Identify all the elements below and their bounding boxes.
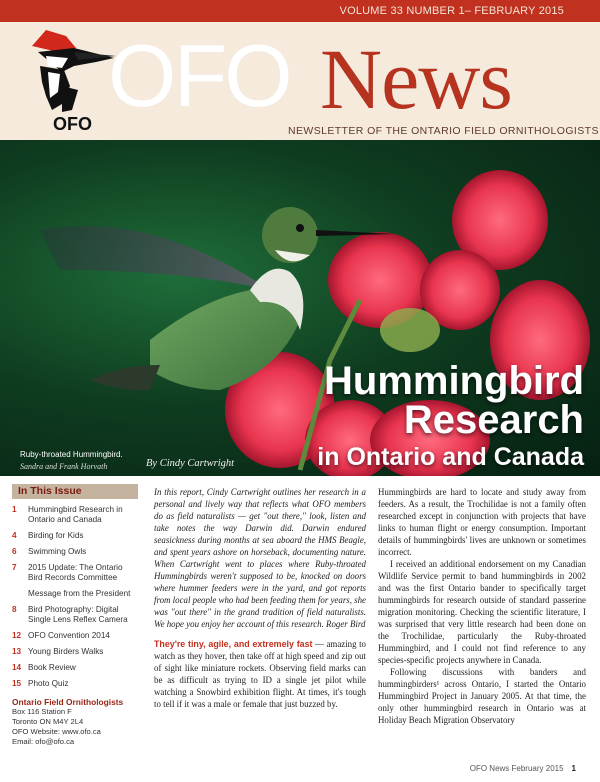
- toc-label: OFO Convention 2014: [28, 631, 110, 640]
- toc-label: Photo Quiz: [28, 679, 69, 688]
- article-column-1: [154, 486, 366, 710]
- toc-item[interactable]: [12, 631, 138, 641]
- toc-label: Bird Photography: Digital Single Lens Reflex Camera: [28, 605, 128, 624]
- toc-label: 2015 Update: The Ontario Bird Records Committee: [28, 563, 123, 582]
- title-line-1: Hummingbird: [324, 359, 584, 403]
- toc-item[interactable]: [12, 563, 138, 583]
- byline: By Cindy Cartwright: [146, 458, 235, 469]
- hero-photo: [0, 140, 600, 476]
- toc-page-number: 4: [12, 531, 17, 540]
- toc-label: Young Birders Walks: [28, 647, 104, 656]
- toc-item[interactable]: [12, 679, 138, 689]
- masthead: [0, 22, 600, 140]
- organization-contact: [12, 697, 138, 747]
- article-paragraph: [154, 638, 366, 710]
- org-name: Ontario Field Ornithologists: [12, 697, 124, 707]
- title-line-3: in Ontario and Canada: [317, 443, 584, 471]
- masthead-ofo: OFO: [108, 26, 290, 125]
- toc-item[interactable]: [12, 505, 138, 525]
- sidebar-heading: In This Issue: [12, 484, 138, 499]
- caption-credit: Sandra and Frank Horvath: [20, 462, 108, 471]
- caption-species: Ruby-throated Hummingbird.: [20, 450, 123, 459]
- org-website[interactable]: OFO Website: www.ofo.ca: [12, 727, 101, 736]
- toc-page-number: 15: [12, 679, 22, 688]
- org-email[interactable]: Email: ofo@ofo.ca: [12, 737, 75, 746]
- toc-page-number: 6: [12, 547, 17, 556]
- toc-item[interactable]: [12, 547, 138, 557]
- newsletter-subtitle: NEWSLETTER OF THE ONTARIO FIELD ORNITHOLOGISTS: [288, 125, 599, 137]
- article-title: [317, 359, 584, 472]
- toc-item[interactable]: [12, 663, 138, 673]
- article-paragraph: I received an additional endorsement on my Canadian Wildlife Service permit to band hummingbirds in 2002 and was the first Ontario bander to specifically target hummingbirds for research outside of standard passerine migration monitoring. Checking the scientific literature, I was surprised that very little research had been done on the Trochilidae, particularly the Ruby-throated Hummingbird, and I could not find reference to any species-specific projects anywhere in Canada.: [378, 559, 586, 665]
- toc-label: Message from the President: [28, 589, 131, 598]
- toc-page-number: 1: [12, 505, 17, 514]
- issue-info: VOLUME 33 NUMBER 1– FEBRUARY 2015: [339, 5, 564, 17]
- lead-in: They're tiny, agile, and extremely fast: [154, 639, 313, 649]
- photo-caption: [20, 449, 123, 473]
- article-column-2: [378, 486, 586, 726]
- toc-page-number: 7: [12, 563, 17, 572]
- masthead-news: News: [320, 31, 512, 127]
- logo-text: OFO: [53, 114, 92, 134]
- toc-label: Book Review: [28, 663, 76, 672]
- org-address-line: Box 116 Station F: [12, 707, 72, 716]
- article-paragraph: Following discussions with banders and hummingbirders¹ across Ontario, I started the Ontario Hummingbird Project in January 2005. At that time, the only other hummingbird research in Ontario was at Holiday Beach Migration Observatory: [378, 667, 586, 725]
- toc-item[interactable]: [12, 589, 138, 599]
- woodpecker-logo-icon: [18, 26, 118, 138]
- toc-item[interactable]: [12, 647, 138, 657]
- toc-page-number: 13: [12, 647, 22, 656]
- page-number: 1: [571, 764, 576, 773]
- title-line-2: Research: [403, 398, 584, 442]
- editor-intro: In this report, Cindy Cartwright outlines her research in a personal and lively way that reflects what OFO members do as field naturalists — get "out there," look, listen and take notes the way Darwin did. Darwin endured seasickness during months at sea aboard the HMS Beagle, and spent years ashore on horseback, documenting nature. When Cartwright went to places where Ruby-throated Hummingbirds weren't supposed to be, knocked on doors where hummer feeders were in the yard, and got reports from local people who had been feeding them for years, she was "out there" in the grand tradition of field naturalists. We hope you enjoy her account of this research. Roger Bird: [154, 487, 366, 629]
- table-of-contents: [12, 505, 138, 689]
- page-footer: [470, 764, 576, 773]
- footer-label: OFO News February 2015: [469, 764, 564, 773]
- toc-label: Hummingbird Research in Ontario and Canada: [28, 505, 123, 524]
- toc-item[interactable]: [12, 531, 138, 541]
- toc-page-number: 8: [12, 605, 17, 614]
- org-address-line: Toronto ON M4Y 2L4: [12, 717, 84, 726]
- paragraph-text: — amazing to watch as they hover, then take off at high speed and zip out of sight like miniature rockets. Observing field marks can be as difficult as trying to ID a single jet pilot while watching a Snowbird exhibition flight. At times, it's tough to tell if it was a male or female that just buzzed by.: [154, 639, 366, 709]
- top-bar: [0, 0, 600, 22]
- toc-page-number: 12: [12, 631, 22, 640]
- toc-page-number: 14: [12, 663, 22, 672]
- toc-label: Birding for Kids: [28, 531, 84, 540]
- article-paragraph: Hummingbirds are hard to locate and study away from feeders. As a result, the Trochilidae is not a family often researched except in conjunction with projects that have links to human flight or energy consumption. Important details of hummingbirds' lives are unknown or sometimes incorrect.: [378, 487, 586, 557]
- in-this-issue-sidebar: [12, 484, 138, 774]
- toc-label: Swimming Owls: [28, 547, 87, 556]
- toc-item[interactable]: [12, 605, 138, 625]
